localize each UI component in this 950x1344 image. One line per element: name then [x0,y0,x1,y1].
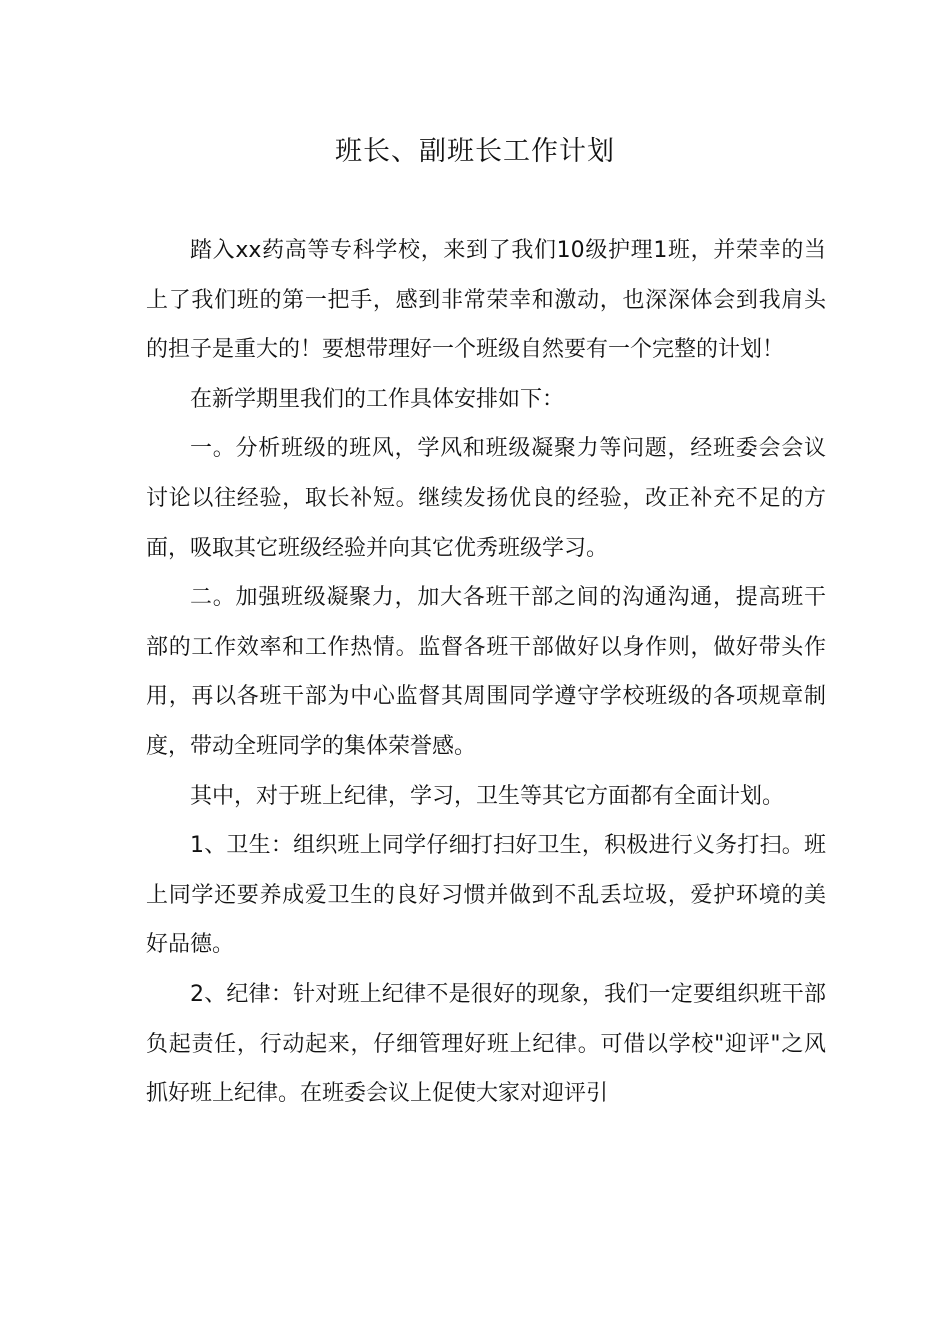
paragraph-hygiene: 1、卫生：组织班上同学仔细打扫好卫生，积极进行义务打扫。班上同学还要养成爱卫生的良好习惯并做到不乱丢垃圾，爱护环境的美好品德。 [146,833,826,958]
paragraph-arrangement: 在新学期里我们的工作具体安排如下： [190,386,565,412]
paragraph-item-one: 一。分析班级的班风，学风和班级凝聚力等问题，经班委会会议讨论以往经验，取长补短。继续发扬优良的经验，改正补充不足的方面，吸取其它班级经验并向其它优秀班级学习。 [146,436,826,561]
paragraph-item-two: 二。加强班级凝聚力，加大各班干部之间的沟通沟通，提高班干部的工作效率和工作热情。监督各班干部做好以身作则，做好带头作用，再以各班干部为中心监督其周围同学遵守学校班级的各项规章制度，带动全班同学的集体荣誉感。 [146,585,826,759]
paragraph-intro: 踏入xx药高等专科学校，来到了我们10级护理1班，并荣幸的当上了我们班的第一把手，感到非常荣幸和激动，也深深体会到我肩头的担子是重大的！要想带理好一个班级自然要有一个完整的计划！ [146,238,826,363]
paragraph-discipline: 2、纪律：针对班上纪律不是很好的现象，我们一定要组织班干部负起责任，行动起来，仔细管理好班上纪律。可借以学校"迎评"之风抓好班上纪律。在班委会议上促使大家对迎评引 [146,981,826,1107]
document-body [146,226,826,1119]
document-title: 班长、副班长工作计划 [335,136,615,167]
paragraph-overview: 其中，对于班上纪律，学习，卫生等其它方面都有全面计划。 [190,783,785,809]
